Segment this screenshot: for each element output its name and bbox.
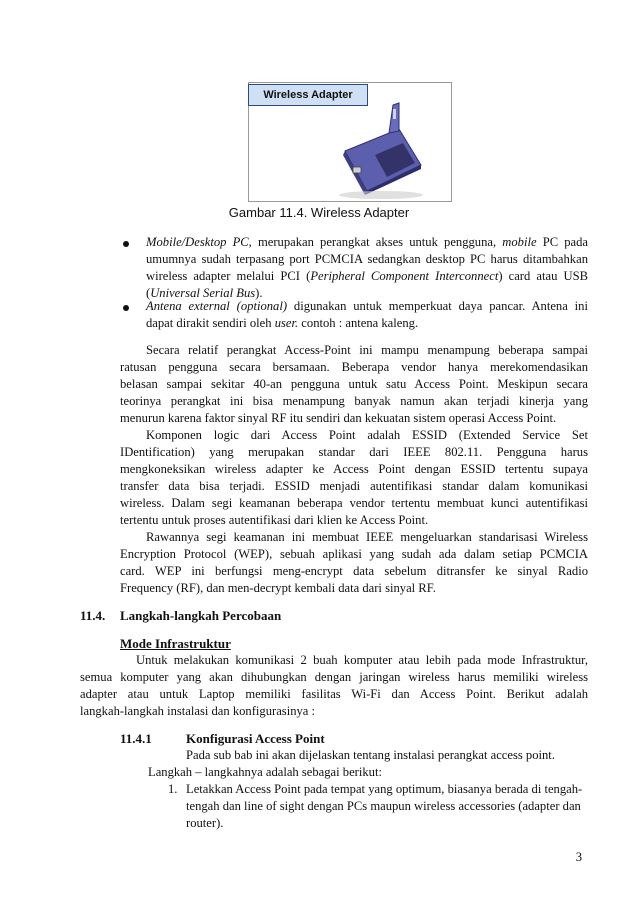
page-number: 3: [575, 850, 582, 864]
bullet-1-line-4: (Universal Serial Bus).: [146, 286, 263, 300]
section-number: 11.4.: [80, 608, 106, 623]
p1-line-5: menurun karena faktor sinyal RF itu sendiri dan kekuatan sistem operasi Access Point.: [120, 411, 557, 425]
bullet-dot: [123, 305, 129, 311]
subsection-number: 11.4.1: [120, 731, 152, 746]
subsection-line-1: Pada sub bab ini akan dijelaskan tentang instalasi perangkat access point.: [186, 748, 555, 762]
bullet-1-line-3: wireless adapter melalui PCI (Peripheral Component Interconnect) card atau USB: [146, 269, 588, 283]
section-subtitle: Mode Infrastruktur: [120, 636, 231, 651]
p2-line-6: tertentu untuk proses autentifikasi dari klien ke Access Point.: [120, 513, 429, 527]
p2-line-5: wireless. Dalam segi keamanan beberapa vendor tertentu membuat kunci autentifikasi: [120, 496, 588, 510]
intro-line-4: langkah-langkah instalasi dan konfigurasinya :: [80, 704, 316, 718]
p1-line-4: teorinya perangkat ini bisa menampung banyak namun akan terjadi kinerja yang: [120, 394, 588, 408]
step-number: 1.: [168, 782, 178, 796]
intro-line-3: adapter atau untuk Laptop memiliki fasilitas Wi-Fi dan Access Point. Berikut adalah: [80, 687, 588, 701]
p2-line-3: mengkoneksikan wireless adapter ke Access Point dengan ESSID tertentu supaya: [120, 462, 588, 476]
intro-line-1: Untuk melakukan komunikasi 2 buah komputer atau lebih pada mode Infrastruktur,: [136, 653, 588, 667]
figure-label: Wireless Adapter: [248, 84, 368, 106]
bullet-2-line-1: Antena external (optional) digunakan untuk memperkuat daya pancar. Antena ini: [146, 299, 588, 313]
p2-line-1: Komponen logic dari Access Point adalah ESSID (Extended Service Set: [146, 428, 588, 442]
p1-line-1: Secara relatif perangkat Access-Point ini mampu menampung beberapa sampai: [146, 343, 588, 357]
p1-line-3: belasan sampai sekitar 40-an pengguna untuk satu Access Point. Meskipun secara: [120, 377, 588, 391]
subsection-line-2: Langkah – langkahnya adalah sebagai berikut:: [148, 765, 382, 779]
p2-line-2: IDentification) yang merupakan standar dari IEEE 802.11. Pengguna harus: [120, 445, 588, 459]
bullet-2-line-2: dapat dirakit sendiri oleh user. contoh : antena kaleng.: [146, 316, 419, 330]
figure-caption: Gambar 11.4. Wireless Adapter: [228, 205, 410, 220]
bullet-dot: [123, 241, 129, 247]
step-line-2: tengah dan line of sight dengan PCs maupun wireless accessories (adapter dan: [186, 799, 581, 813]
step-line-3: router).: [186, 816, 224, 830]
p2-line-4: transfer data bisa terjadi. ESSID menjadi autentifikasi standar dalam komunikasi: [120, 479, 588, 493]
bullet-1-line-1: Mobile/Desktop PC, merupakan perangkat akses untuk pengguna, mobile PC pada: [146, 235, 588, 249]
step-line-1: Letakkan Access Point pada tempat yang optimum, biasanya berada di tengah-: [186, 782, 583, 796]
subsection-title: Konfigurasi Access Point: [186, 731, 325, 746]
p3-line-4: Frequency (RF), dan men-decrypt kembali data dari sinyal RF.: [120, 581, 436, 595]
p1-line-2: ratusan pengguna secara bersamaan. Beberapa vendor hanya merekomendasikan: [120, 360, 588, 374]
p3-line-2: Encryption Protocol (WEP), sebuah aplikasi yang sudah ada dalam setiap PCMCIA: [120, 547, 588, 561]
p3-line-3: card. WEP ini berfungsi meng-encrypt data sebelum ditransfer ke sinyal Radio: [120, 564, 588, 578]
intro-line-2: semua komputer yang akan dihubungkan dengan jaringan wireless harus memiliki wireless: [80, 670, 588, 684]
section-title: Langkah-langkah Percobaan: [120, 608, 282, 623]
bullet-1-line-2: umumnya sudah terpasang port PCMCIA sedangkan desktop PC harus ditambahkan: [146, 252, 588, 266]
p3-line-1: Rawannya segi keamanan ini membuat IEEE mengeluarkan standarisasi Wireless: [146, 530, 588, 544]
